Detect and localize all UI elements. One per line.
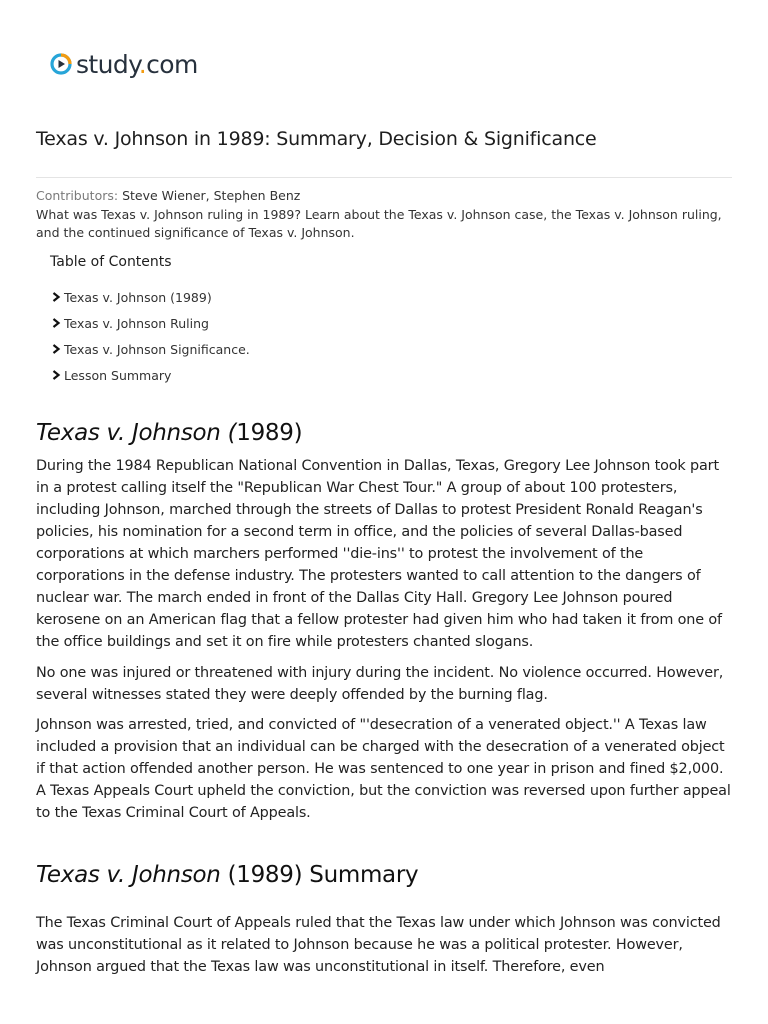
lesson-summary-text: What was Texas v. Johnson ruling in 1989? Learn about the Texas v. Johnson case, the Texas v. Johnson ruling, and the continued significance of Texas v. Johnson. [36, 207, 722, 240]
chevron-right-icon [50, 343, 62, 355]
page-title: Texas v. Johnson in 1989: Summary, Decision & Significance [36, 128, 597, 150]
case-paragraph-3: Johnson was arrested, tried, and convicted of "'desecration of a venerated object.'' A Texas law included a provision that an individual can be charged with the desecration of a venerated object if that action offended another person. He was sentenced to one year in prison and fined $2,000. A Texas Appeals Court upheld the conviction, but the conviction was reversed upon further appeal to the Texas Criminal Court of Appeals. [36, 717, 731, 821]
contributors-label: Contributors: [36, 188, 119, 203]
toc-item-label[interactable]: Texas v. Johnson Significance. [64, 341, 250, 357]
toc-item[interactable] [50, 362, 250, 388]
toc-item-label[interactable]: Lesson Summary [64, 367, 172, 383]
title-divider [36, 177, 732, 178]
chevron-right-icon [50, 317, 62, 329]
study-logo[interactable] [50, 48, 198, 80]
section-heading-summary [36, 862, 418, 888]
toc-item[interactable] [50, 284, 250, 310]
toc-item-label[interactable]: Texas v. Johnson Ruling [64, 315, 209, 331]
study-logo-icon [50, 53, 72, 75]
toc-item[interactable] [50, 336, 250, 362]
section-heading-summary-rest: (1989) Summary [220, 862, 419, 888]
summary-paragraph: The Texas Criminal Court of Appeals ruled that the Texas law under which Johnson was convicted was unconstitutional as it related to Johnson because he was a political protester. However, Johnson argued that the Texas law was unconstitutional in itself. Therefore, even [36, 915, 721, 975]
section-heading-case [36, 420, 302, 446]
case-paragraph-1: During the 1984 Republican National Convention in Dallas, Texas, Gregory Lee Johnson took part in a protest calling itself the "Republican War Chest Tour." A group of about 100 protesters, including Johnson, marched through the streets of Dallas to protest President Ronald Reagan's policies, his nomination for a second term in office, and the policies of several Dallas-based corporations at which marchers performed ''die-ins'' to protest the involvement of the corporations in the defense industry. The protesters wanted to call attention to the dangers of nuclear war. The march ended in front of the Dallas City Hall. Gregory Lee Johnson poured kerosene on an American flag that a fellow protester had given him who had taken it from one of the office buildings and set it on fire while protesters chanted slogans. [36, 458, 722, 650]
chevron-right-icon [50, 369, 62, 381]
chevron-right-icon [50, 291, 62, 303]
toc-item[interactable] [50, 310, 250, 336]
study-logo-text: study.com [76, 49, 198, 79]
contributors-names: Steve Wiener, Stephen Benz [122, 188, 301, 203]
toc-title: Table of Contents [50, 254, 172, 270]
table-of-contents [50, 284, 250, 388]
section-heading-case-italic: Texas v. Johnson ( [36, 420, 237, 446]
contributors [36, 188, 300, 203]
section-heading-summary-italic: Texas v. Johnson [36, 862, 221, 888]
case-paragraph-2: No one was injured or threatened with injury during the incident. No violence occurred. However, several witnesses stated they were deeply offended by the burning flag. [36, 665, 724, 703]
toc-item-label[interactable]: Texas v. Johnson (1989) [64, 289, 212, 305]
section-heading-case-rest: 1989) [236, 420, 303, 446]
